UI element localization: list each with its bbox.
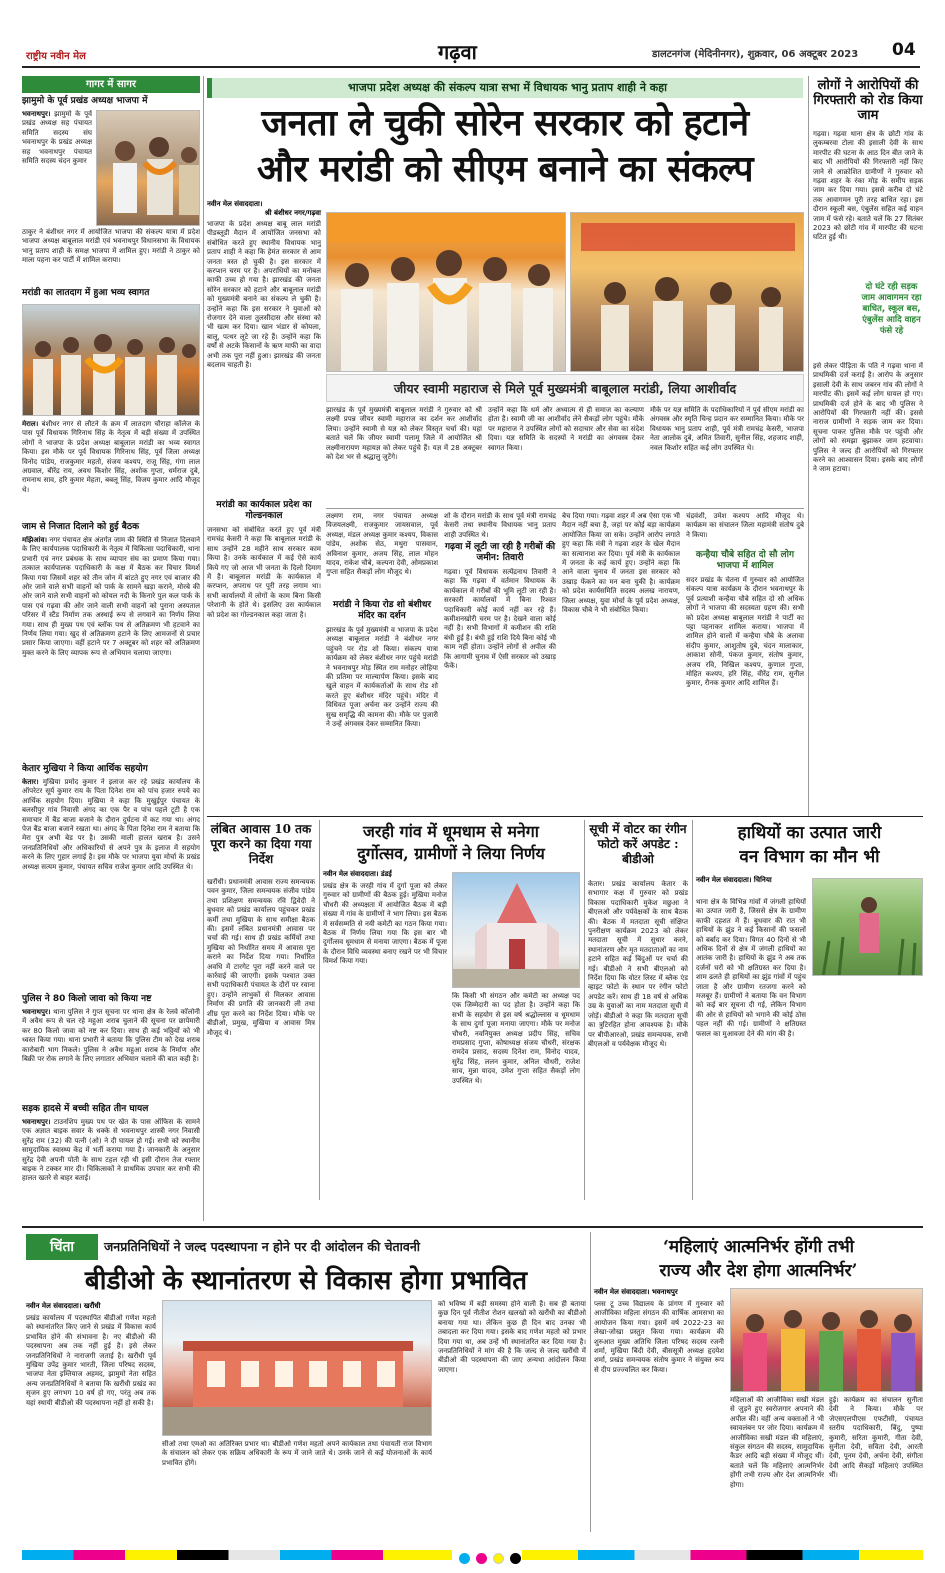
lead-col1: भाजपा के प्रदेश अध्यक्ष बाबू लाल मरांडी पीडब्लूडी मैदान में आयोजित जनसभा को संबोधित करते हुए स्थानीय विधायक भानु प्रताप शाही ने कहा कि हेमंत सरकार से आम जनता त्रस्त हो चुकी है। इस सरकार में करप्शन चरम पर है। अपराधियों का मनोबल काफी उच्च हो गया है। झारखंड की जनता सोरेन सरकार को हटाने और बाबूलाल मरांडी को मुख्यमंत्री बनाने का संकल्प ले चुकी है। उन्होंने कहा कि इस सरकार ने युवाओं को रोजगार देने वाला तुलसीदास और संस्था को भी खत्म कर दिया। खान भंडार से कोयला, बालू, पत्थर लूटे जा रहे हैं। उन्होंने कहा कि वर्षों से अटके किसानों के ऋण माफी का वादा अभी तक पूरा नहीं हुआ। झारखंड की जनता बदलाव चाहती है। [207, 220, 321, 370]
bottom-kicker: जनप्रतिनिधियों ने जल्द पदस्थापना न होने पर दी आंदोलन की चेतावनी [104, 1239, 421, 1254]
story2-body: मेराल। बंशीधर नगर से लौटने के क्रम में लातदाग चौराहा कॉलेज के पास पूर्व विधायक गिरिनाथ सिंह के नेतृत्व में बड़ी संख्या में उपस्थित लोगों ने भाजपा के प्रदेश अध्यक्ष बाबूलाल मरांडी का भव्य स्वागत किया। इस मौके पर पूर्व विधायक गिरिनाथ सिंह, पूर्व जिला अध्यक्ष विनोद पांडेय, राजकुमार महतो, संजय कश्यप, राजू सिंह, गंगा लाल अग्रवाल, बीरेंद्र राय, अवध किशोर सिंह, अशोक गुप्ता, धर्मराज दुबे, रामनाथ साव, हरि कुमार मेहता, बबलू सिंह, विजय कुमार आदि मौजूद थे। [22, 420, 200, 494]
story2-photo [22, 304, 200, 416]
story5-title: पुलिस ने 80 किलो जावा को किया नष्ट [22, 994, 152, 1004]
lead-byline: नवीन मेल संवाददाता। श्री बंशीधर नगर/गढ़वा [207, 200, 321, 217]
lead-photo-temple [570, 212, 804, 372]
farmer-field-icon [813, 879, 923, 976]
women-col3: हुई। कार्यक्रम का संचालन सुनीता देवी ने किया। मौके पर जेएसएलपीएस एफटीसी, पंचायत स्तरीय पदाधिकारी, बिंदु, पुष्पा कुमारी, सरिता कुमारी, गीता देवी, सुनीता देवी, सविता देवी, आरती देवी, पूनम देवी, अर्चना देवी, संगीता देवी आदि सैकड़ों महिलाएं उपस्थित थीं। [829, 1396, 923, 1480]
women-headline-line2: राज्य और देश होगा आत्मनिर्भर’ [659, 1261, 858, 1281]
registration-strip [22, 1550, 923, 1564]
bottom-col1: प्रखंड कार्यालय में पदस्थापित बीडीओ गणेश महतो को स्थानांतरित किए जाने से प्रखंड में विकास कार्य प्रभावित होने की संभावना है। नए बीडीओ की पदस्थापना अब तक नहीं हुई है। इसे लेकर जनप्रतिनिधियों ने नाराजगी जताई है। खरौंधी पूर्व मुखिया उपेंद्र कुमार भारती, जिला परिषद सदस्य, भाजपा नेता इम्तियाज अहमद, झामुमो नेता सहित अन्य जनप्रतिनिधियों ने बताया कि खरौंधी प्रखंड का सृजन हुए लगभग 10 वर्ष हो गए, परंतु अब तक यहां स्थायी बीडीओ की पदस्थापना नहीं हो सकी है। [26, 1314, 156, 1407]
lead-headline-line1: जनता ले चुकी सोरेन सरकार को हटाने [261, 102, 749, 144]
elephant-headline-line2: वन विभाग का मौन भी [739, 847, 880, 867]
story4-body: केतार। मुखिया प्रमोद कुमार ने इलाज कर रहे प्रखंड कार्यालय के ऑपरेटर सूर्य कुमार राय के पिता दिनेश राम को पांच हजार रुपये का आर्थिक सहयोग दिया। मुखिया ने कहा कि मुखुईपुर पंचायत के बलसीपुर गांव निवासी अंगद का एक पैर व पांच पहले टूटी है एक समाचार में बैंड बाजा बजाने के दौरान दुर्घटना में कट गया था। अंगद पेज बैंड बाजा बजाने रखता था। अंगद के पिता दिनेश राम ने बताया कि मेरा पुत्र अभी बेड पर है। उसकी माली हालत खराब है। उसने जनप्रतिनिधियों और अधिकारियों से अपने पुत्र के इलाज में सहयोग करने के लिए गुहार लगाई है। इस मौके पर भाजपा युवा मोर्चा के प्रखंड अध्यक्ष सत्यम कुमार, पंचायत सचिव राजेश कुमार आदि उपस्थित थे। [22, 778, 200, 871]
lead-col5: चंद्रवंशी, उमेश कश्यप आदि मौजूद थे। कार्यक्रम का संचालन जिला महामंत्री संतोष दुबे ने किया। [686, 512, 804, 539]
lead-kicker: भाजपा प्रदेश अध्यक्ष की संकल्प यात्रा सभा में विधायक भानु प्रताप शाही ने कहा [207, 78, 803, 98]
arrest-pullquote: दो घंटे रही सड़क जाम आवागमन रहा बाधित, स्कूल बस, एंबुलेंस आदि वाहन फंसे रहे [861, 282, 922, 336]
women-headline-line1: ‘महिलाएं आत्मनिर्भर होंगी तभी [662, 1237, 855, 1257]
elephant-body: थाना क्षेत्र के विभिन्न गांवों में जंगली हाथियों का उत्पात जारी है, जिससे क्षेत्र के ग्रामीण काफी दहशत में हैं। बुधवार की रात भी हाथियों के झुंड ने कई किसानों की फसलों को बर्बाद कर दिया। विगत 40 दिनों से भी अधिक दिनों से क्षेत्र में जंगली हाथियों का आतंक जारी है। हाथियों के झुंड ने अब तक दर्जनों घरों को भी क्षतिग्रस्त कर दिया है। शाम ढलते ही हाथियों का झुंड गांवों में पहुंच जाता है और ग्रामीण रतजगा करने को मजबूर हैं। ग्रामीणों ने बताया कि वन विभाग को कई बार सूचना दी गई, लेकिन विभाग की ओर से हाथियों को भगाने की कोई ठोस पहल नहीं की गई। ग्रामीणों ने क्षतिग्रस्त फसल का मुआवजा देने की मांग की है। [696, 898, 806, 1038]
women-group-icon [731, 1289, 923, 1392]
bottom-tag: चिंता [26, 1234, 98, 1260]
lead-photo-rally [326, 212, 566, 372]
story1-photo [96, 110, 200, 226]
lead-col2: लक्ष्मण राम, नगर पंचायत अध्यक्ष विजयलक्ष्मी, राजकुमार जायसवाल, पूर्व अध्यक्ष, मंडल अध्यक्ष कुमार कश्यप, विकास पांडेय, अशोक सेठ, मथुरा पासवान, अविनाश कुमार, अजय सिंह, लाल मोहन यादव, राकेश चौबे, कल्पना देवी, ओमप्रकाश गुप्ता सहित सैकड़ों लोग मौजूद थे। [326, 512, 438, 577]
page-number: 04 [892, 40, 916, 60]
housing-headline: लंबित आवास 10 तक पूरा करने का दिया गया निर्देश [210, 822, 312, 866]
jiyar-col1: झारखंड के पूर्व मुख्यमंत्री बाबूलाल मरांडी ने गुरुवार को श्री लक्ष्मी प्रपन्न जीयर स्वामी महाराज का दर्शन कर आशीर्वाद लिया। उन्होंने स्वामी से यज्ञ को लेकर विस्तृत चर्चा की। यहां बताते चलें कि जीयर स्वामी पलामू जिले में आयोजित श्री लक्ष्मीनारायण महायज्ञ को लेकर पहुंचे हैं। यज्ञ में 28 अक्टूबर को देश भर से श्रद्धालु जुटेंगे। [326, 406, 482, 462]
lead-col3b: गढ़वा। पूर्व विधायक सत्येंद्रनाथ तिवारी ने कहा कि गढ़वा में वर्तमान विधायक के कार्यकाल में गरीबों की भूमि लूटी जा रही है। सरकारी कार्यालयों में बिना रिश्वत पदाधिकारी कोई कार्य नहीं कर रहे हैं। कमीशनखोरी चरम पर है। देखने वाला कोई नहीं है। सभी विभागों में कमीशन की राशि बंधी हुई है। बंधी हुई राशि दिये बिना कोई भी काम नहीं होता। उन्होंने लोगों से अपील की कि आगामी चुनाव में ऐसी सरकार को उखाड़ फेंकें। [444, 568, 556, 671]
lead-col4: बेच दिया गया। गढ़वा शहर में अब ऐसा एक भी मैदान नहीं बचा है, जहां पर कोई बड़ा कार्यक्रम आयोजित किया जा सके। उन्होंने आरोप लगाते हुए कहा कि मंत्री ने गढ़वा शहर के खेल मैदान का सत्यानाश कर दिया। पूर्व मंत्री के कार्यकाल में जनता के कई कार्य हुए। उन्होंने कहा कि आने वाला चुनाव में जनता इस सरकार को उखाड़ फेंकने का मन बना चुकी है। कार्यक्रम को प्रदेश कार्यसमिति सदस्य अलख नारायण, जिला अध्यक्ष, युवा मोर्चा के पूर्व प्रदेश अध्यक्ष, विकास चौबे ने भी संबोधित किया। [562, 512, 680, 615]
temple-building-icon [453, 873, 580, 988]
bottom-col2: को भविष्य में बड़ी समस्या होने वाली है। सब ही बताया कुछ दिन पूर्व नीतीश रोशन खलखो को खरौंधी का बीडीओ बनाया गया था। लेकिन कुछ ही दिन बाद उनका भी तबादला कर दिया गया। इसके बाद गणेश महतो को प्रभार दिया गया था, अब उन्हें भी स्थानांतरित कर दिया गया है। जनप्रतिनिधियों ने मांग की है कि जल्द से जल्द खरौंधी में बीडीओ की पदस्थापना की जाए अन्यथा आंदोलन किया जाएगा। [438, 1300, 586, 1374]
arrest-body-left [813, 282, 857, 354]
story3-body: मझिआंव। नगर पंचायत क्षेत्र अंतर्गत जाम की स्थिति से निजात दिलवाने के लिए कार्यपालक पदाधिकारी के नेतृत्व में चिकित्सा पदाधिकारी, थाना प्रभारी एवं नगर प्रबंधक के साथ व्यापार संघ का प्रमाण किया गया। तत्काल कार्यपालक पदाधिकारी के कक्ष में बैठक कर विचार विमर्श किया गया जिसमें शहर को तीन जोन में बांटते हुए नगर एवं बाजार की ओर जाने वाले सभी वाहनों को पार्क के सामने खड़ा कराने, मोरबे की ओर जाने वाले सभी वाहनों को कोयल नदी के किनारे पुल कल पार्क के पास एवं गढ़वा की ओर जाने वाली सभी वाहनों को पुराना अस्पताल परिसर में स्टैंड निर्माण तक अस्थाई रूप से लगवाने का निर्णय लिया गया। साथ ही मुख्य पथ एवं ब्लॉक पथ से अतिक्रमण भी हटवाने का निर्णय लिया गया। खुद से अतिक्रमण हटाने के लिए आमजनों से प्रचार प्रसार किया जाएगा। वहीं हटाने पर 7 अक्टूबर को शहर को अतिक्रमण मुक्त करने के लिए व्यापक रूप से अभियान चलाया जाएगा। [22, 536, 200, 657]
story1-body: भवनाथपुर। झामुमो के पूर्व प्रखंड अध्यक्ष सह पंचायत समिति सदस्य संघ भवनाथपुर के प्रखंड अध्यक्ष सह भवनाथपुर पंचायत समिति सदस्य चंदन कुमार [22, 110, 92, 166]
registration-marks [456, 1549, 524, 1568]
lead-col5-subhead: कन्हैया चौबे सहित दो सौ लोग भाजपा में शामिल [695, 550, 795, 571]
left-column [22, 72, 200, 1222]
people-photo-icon [97, 111, 200, 226]
bottom-photo-caption: सीओ तथा एमओ का अतिरिक्त प्रभार था। बीडीओ गणेश महतो अपने कार्यकाल तथा पंचायती राज विभाग के संचालन को लेकर एक सक्रिय अधिकारी के रूप में जाने जाते थे। उनके जाने से कई योजनाओं के कार्य प्रभावित होंगे। [162, 1440, 432, 1467]
bottom-headline: बीडीओ के स्थानांतरण से विकास होगा प्रभावित [84, 1266, 528, 1296]
durga-headline-line2: दुर्गोत्सव, ग्रामीणों ने लिया निर्णय [357, 844, 545, 863]
elephant-byline: नवीन मेल संवाददाता। चिनिया [696, 876, 772, 884]
lead-col3: शो के दौरान मरांडी के साथ पूर्व मंत्री रामचंद्र केसरी तथा स्थानीय विधायक भानु प्रताप शाही उपस्थित थे। [444, 512, 556, 539]
dateline: डालटनगंज (मेदिनीनगर), शुक्रवार, 06 अक्टूबर 2023 [652, 49, 859, 60]
section-tag: गागर में सागर [22, 76, 200, 93]
durga-photo [452, 872, 580, 988]
women-photo [730, 1288, 923, 1392]
lead-headline-line2: और मरांडी को सीएम बनाने का संकल्प [256, 148, 754, 190]
women-byline: नवीन मेल संवाददाता। भवनाथपुर [594, 1288, 678, 1296]
women-col2: महिलाओं की आजीविका सखी मंडल से जुड़ने हुए स्वरोजगार अपनाने की अपील की। वहीं अन्य वक्ताओं ने भी स्वावलंबन पर जोर दिया। कार्यक्रम में आजीविका सखी मंडल की महिलाएं, संकुल संगठन की सदस्य, सामुदायिक कैडर आदि बड़ी संख्या में मौजूद थीं। बताते चलें कि महिलाएं आत्मनिर्भर होंगी तभी राज्य और देश आत्मनिर्भर होगा। [730, 1396, 824, 1489]
durga-body2: कि किसी भी संगठन और कमेटी का अध्यक्ष पद एक जिम्मेदारी का पद होता है। उन्होंने कहा कि सभी के सहयोग से इस वर्ष श्रद्धोल्लास व धूमधाम के साथ दुर्गा पूजा मनाया जाएगा। मौके पर मनोज चौधरी, नवनियुक्त अध्यक्ष प्रदीप सिंह, सचिव रामप्रसाद गुप्ता, कोषाध्यक्ष संजय चौधरी, संरक्षक रामदेव प्रसाद, सदस्य दिनेश राम, विनोद यादव, सुरेंद्र सिंह, ललन कुमार, अनिल चौधरी, राजेश साव, मुन्ना यादव, उमेश गुप्ता सहित सैकड़ों लोग उपस्थित थे। [452, 992, 580, 1085]
story5-body: भवनाथपुर। थाना पुलिस ने गुप्त सूचना पर थाना क्षेत्र के रेलवे कॉलोनी में अवैध रूप से चल रहे महुआ शराब चुलाने की सूचना पर छापेमारी कर 80 किलो जावा को नष्ट कर दिया। साथ ही कई भठ्ठियों को भी ध्वस्त किया गया। थाना प्रभारी ने बताया कि पुलिस टीम को देख शराब कारोबारी भाग निकले। पुलिस ने अवैध महुआ शराब के निर्माण और बिक्री पर रोक लगाने के लिए लगातार अभियान चलाने की बात कही है। [22, 1008, 200, 1064]
housing-body: खरौंधी। प्रधानमंत्री आवास राज्य समन्वयक पवन कुमार, जिला समन्वयक संजीव पांडेय तथा प्रशिक्षण समन्वयक रवि द्विवेदी ने बुधवार को प्रखंड कार्यालय पहुंचकर प्रखंड कर्मी तथा मुखिया के साथ समीक्षा बैठक की। इसमें लंबित प्रधानमंत्री आवास पर चर्चा की गई। साथ ही प्रखंड कर्मियों तथा मुखिया को निर्धारित समय में आवास पूरा कराने का निर्देश दिया गया। निर्धारित अवधि में टारगेट पूरा नहीं करने वाले पर कार्रवाई की जाएगी। इसके पश्चात उक्त सभी पदाधिकारी पंचायत के दौरों पर रवाना हुए। उन्होंने लाभुकों से मिलकर आवास निर्माण की प्रगति की जानकारी ली तथा शीघ्र पूरा करने का निर्देश दिया। मौके पर बीडीओ, प्रमुख, मुखिया व आवास मित्र मौजूद थे। [207, 878, 315, 1037]
masthead [0, 28, 945, 72]
women-col1: प्लस टू उच्च विद्यालय के प्रांगण में गुरुवार को आजीविका महिला संगठन की वार्षिक आमसभा का आयोजन किया गया। इसमें वर्ष 2022-23 का लेखा-जोखा प्रस्तुत किया गया। कार्यक्रम की शुरुआत मुख्य अतिथि जिला परिषद सदस्य रजनी शर्मा, मुखिया बिंदी देवी, बीससूत्री अध्यक्ष हृदयेश शर्मा, प्रखंड समन्वयक संतोष कुमार ने संयुक्त रूप से दीप प्रज्ज्वलित कर किया। [594, 1300, 724, 1374]
lead-col1b: जनसभा को संबोधित करते हुए पूर्व मंत्री रामचंद्र केसरी ने कहा कि बाबूलाल मरांडी के साथ उन्होंने 28 महीने साथ सरकार काम किया है। उनके कार्यकाल में कई ऐसे कार्य किये गए जो आज भी जनता के दिलो दिमाग में है। बाबूलाल मरांडी के कार्यकाल में करप्शन, अपराध पर पूरी तरह लगाम था। सभी कार्यालयों में लोगों के काम बिना किसी परेशानी के होते थे। इसलिए उस कार्यकाल को प्रदेश का गोल्डनकाल कहा जाता है। [207, 526, 321, 619]
story1-body-cont: ठाकुर ने बंशीधर नगर में आयोजित भाजपा की संकल्प यात्रा में प्रदेश भाजपा अध्यक्ष बाबूलाल मरांडी एवं भवनाथपुर विधानसभा के विधायक भानु प्रताप शाही के समक्ष भाजपा में शामिल हुए। मरांडी ने ठाकुर को माला पहना कर पार्टी में शामिल कराया। [22, 228, 200, 265]
arrest-headline: लोगों ने आरोपियों की गिरफ्तारी को रोड किया जाम [813, 78, 923, 123]
lead-col5b: सदर प्रखंड के चेतना में गुरुवार को आयोजित संकल्प यात्रा कार्यक्रम के दौरान भवनाथपुर के पूर्व प्रत्याशी कन्हैया चौबे सहित दो सौ अधिक लोगों ने भाजपा की सदस्यता ग्रहण की। सभी को प्रदेश अध्यक्ष बाबूलाल मरांडी ने पार्टी का पट्टा पहनाकर शामिल कराया। भाजपा में शामिल होने वालों में कन्हैया चौबे के अलावा संदीप कुमार, आशुतोष दुबे, चंदन मालाकार, आकाश सोनी, पंकज कुमार, संतोष कुमार, अजय रवि, निखिल कश्यप, कुणाल गुप्ता, मोहित कश्यप, हरि सिंह, वीरेंद्र राम, सुनील कुमार, रौनक कुमार आदि शामिल हैं। [686, 576, 804, 688]
rally-photo-icon [327, 213, 566, 372]
paper-name: राष्ट्रीय नवीन मेल [26, 51, 86, 62]
story2-title: मरांडी का लातदाग में हुआ भव्य स्वागत [22, 288, 150, 298]
voter-body: केतार। प्रखंड कार्यालय केतार के सभागार कक्ष में गुरुवार को प्रखंड विकास पदाधिकारी मुकेश मछुआ ने बीएलओ और पर्यवेक्षकों के साथ बैठक की। बैठक में मतदाता सूची संक्षिप्त पुनरीक्षण कार्यक्रम 2023 को लेकर मतदाता सूची में सुधार करने, स्थानांतरण और मृत मतदाताओं का नाम हटाने सहित कई बिंदुओं पर चर्चा की गई। बीडीओ ने सभी बीएलओ को निर्देश दिया कि वोटर लिस्ट में ब्लैक एंड व्हाइट फोटो के स्थान पर रंगीन फोटो अपडेट करें। साथ ही 18 वर्ष से अधिक उम्र के युवाओं का नाम मतदाता सूची में जोड़ें। बीडीओ ने कहा कि मतदाता सूची का त्रुटिरहित होना आवश्यक है। मौके पर बीपीआरओ, प्रखंड समन्वयक, सभी बीएलओ व पर्यवेक्षक मौजूद थे। [588, 880, 688, 1048]
bottom-byline: नवीन मेल संवाददाता। खरौंधी [26, 1302, 101, 1310]
bottom-photo [162, 1300, 432, 1436]
lead-col2-subhead: मरांडी ने किया रोड शो बंशीधर मंदिर का दर्शन [332, 600, 432, 621]
elephant-headline-line1: हाथियों का उत्पात जारी [737, 823, 882, 843]
story4-title: केतार मुखिया ने किया आर्थिक सहयोग [22, 764, 148, 774]
lead-col1-subhead: मरांडी का कार्यकाल प्रदेश का गोल्डनकाल [216, 500, 312, 521]
arrest-body: गढ़वा। गढ़वा थाना क्षेत्र के छोटी गांव के लुकम्बरवा टोला की इसाली देवी के साथ मारपीट की घटना के आठ दिन बीत जाने के बाद भी आरोपियों की गिरफ्तारी नहीं किए जाने से आक्रोशित ग्रामीणों ने गुरुवार को गढ़वा शहर के रंका मोड़ के समीप सड़क जाम कर दिया गया। इससे करीब दो घंटे तक आवागमन पूरी तरह बाधित रहा। इस दौरान स्कूली बस, एंबुलेंस सहित कई वाहन जाम में फंसे रहे। बताते चलें कि 27 सितंबर 2023 को छोटी गांव में मारपीट की घटना घटित हुई थी। [813, 130, 923, 242]
office-building-icon [163, 1301, 432, 1436]
story3-title: जाम से निजात दिलाने को हुई बैठक [22, 522, 139, 532]
story6-title: सड़क हादसे में बच्ची सहित तीन घायल [22, 1104, 149, 1114]
jiyar-headline-box: जीयर स्वामी महाराज से मिले पूर्व मुख्यमंत्री बाबूलाल मरांडी, लिया आशीर्वाद [326, 374, 804, 402]
durga-byline: नवीन मेल संवाददाता। डंडई [323, 870, 392, 878]
lead-col3-subhead: गढ़वा में लूटी जा रही है गरीबों की जमीन: तिवारी [444, 542, 556, 563]
arrest-body2: इसे लेकर पीड़िता के पति ने गढ़वा थाना में प्राथमिकी दर्ज कराई है। आरोप के अनुसार इसाली देवी के साथ जबरन गांव की लोगों ने मारपीट की। इसमें कई लोग घायल हो गए। प्राथमिकी दर्ज होने के बाद भी पुलिस ने आरोपियों की गिरफ्तारी नहीं की। इससे नाराज ग्रामीणों ने सड़क जाम कर दिया। सूचना पाकर पुलिस मौके पर पहुंची और लोगों को समझा बुझाकर जाम हटवाया। पुलिस ने जल्द ही आरोपियों को गिरफ्तार करने का आश्वासन दिया। इसके बाद लोगों ने जाम हटाया। [813, 362, 923, 474]
temple-photo-icon [571, 213, 804, 372]
durga-headline-line1: जरही गांव में धूमधाम से मनेगा [363, 822, 539, 841]
crowd-photo-icon [23, 305, 200, 416]
jiyar-col2: उन्होंने कहा कि धर्म और अध्यात्म से ही समाज का कल्याण होता है। स्वामी जी का आशीर्वाद लेने सैकड़ों लोग पहुंचे। मौके पर महाराज ने उपस्थित लोगों को सदाचार और सेवा का संदेश दिया। यज्ञ समिति के सदस्यों ने मरांडी का अंगवस्त्र देकर स्वागत किया। [488, 406, 644, 452]
lead-col2b: झारखंड के पूर्व मुख्यमंत्री व भाजपा के प्रदेश अध्यक्ष बाबूलाल मरांडी ने बंशीधर नगर पहुंचने पर रोड शो किया। संकल्प यात्रा कार्यक्रम को लेकर बंशीधर नगर पहुंचे मरांडी ने भवनाथपुर मोड़ स्थित राम मनोहर लोहिया की प्रतिमा पर माल्यार्पण किया। इसके बाद खुले वाहन में कार्यकर्ताओं के साथ रोड शो करते हुए बंशीधर मंदिर पहुंचे। मंदिर में विधिवत पूजा अर्चना कर उन्होंने राज्य की सुख समृद्धि की कामना की। मौके पर पुजारी ने उन्हें अंगवस्त्र देकर सम्मानित किया। [326, 626, 438, 729]
elephant-photo [812, 878, 923, 976]
voter-headline: सूची में वोटर का रंगीन फोटो करें अपडेट : बीडीओ [589, 822, 687, 866]
story1-title: झामुमो के पूर्व प्रखंड अध्यक्ष भाजपा में [22, 96, 148, 106]
durga-body: प्रखंड क्षेत्र के जरही गांव में दुर्गा पूजा को लेकर गुरुवार को ग्रामीणों की बैठक हुई। मुखिया मनोज चौधरी की अध्यक्षता में आयोजित बैठक में बड़ी संख्या में गांव के ग्रामीणों ने भाग लिया। इस बैठक में सर्वसम्मति से नयी कमेटी का गठन किया गया। बैठक में निर्णय लिया गया कि इस बार भी दुर्गोत्सव धूमधाम से मनाया जाएगा। बैठक में पूजा के दौरान विधि व्यवस्था बनाए रखने पर भी विचार विमर्श किया गया। [323, 882, 447, 966]
jiyar-col3: मौके पर यज्ञ समिति के पदाधिकारियों ने पूर्व सीएम मरांडी का अंगवस्त्र और स्मृति चिन्ह प्रदान कर सम्मानित किया। मौके पर विधायक भानु प्रताप शाही, पूर्व मंत्री रामचंद्र केसरी, भाजपा नेता आलोक दुबे, अमित तिवारी, सुनील सिंह, शहजाद शाही, नवल किशोर सहित कई लोग उपस्थित थे। [650, 406, 804, 452]
section-title: गढ़वा [438, 40, 477, 64]
story6-body: भवनाथपुर। टाउनशिप मुख्य पथ पर खेत के पास ऑफिस के सामने एक अज्ञात बाइक सवार के धक्के से भवनाथपुर शास्त्री नगर निवासी सुरेंद्र राम (32) की पत्नी (ओ) ने दी घायल हो गई। सभी को स्थानीय सामुदायिक स्वास्थ्य केंद्र में भर्ती कराया गया है। जानकारी के अनुसार सुरेंद्र देवी अपनी पोती के साथ टहल रही थी इसी दौरान तेज रफ्तार बाइक ने टक्कर मार दी। चिकित्सकों ने प्राथमिक उपचार कर सभी की हालत खतरे से बाहर बताई। [22, 1118, 200, 1183]
